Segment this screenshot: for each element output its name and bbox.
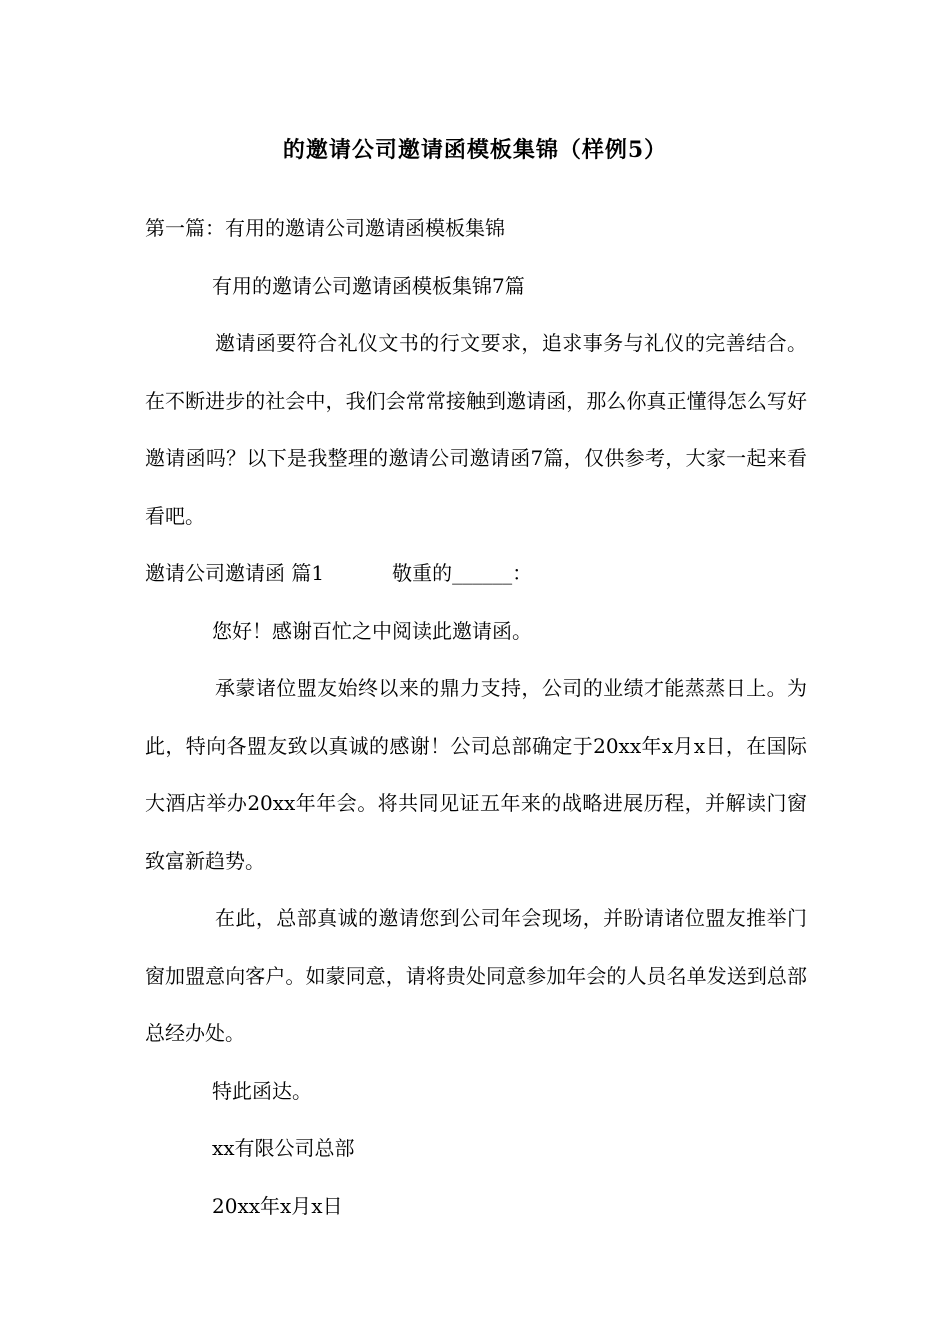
body-paragraph-2: 在此，总部真诚的邀请您到公司年会现场，并盼请诸位盟友推举门窗加盟意向客户。如蒙同意，请将贵处同意参加年会的人员名单发送到总部总经办处。 (145, 906, 807, 1045)
signature-line: xx有限公司总部 (212, 1136, 355, 1160)
letter-salutation: 敬重的______： (392, 561, 533, 585)
body-paragraph-1: 承蒙诸位盟友始终以来的鼎力支持，公司的业绩才能蒸蒸日上。为此，特向各盟友致以真诚的感谢！公司总部确定于20xx年x月x日，在国际大酒店举办20xx年年会。将共同见证五年来的战略进展历程，并解读门窗致富新趋势。 (145, 676, 807, 873)
closing-line: 特此函达。 (212, 1078, 312, 1103)
document-title: 的邀请公司邀请函模板集锦（样例5） (282, 137, 668, 163)
subheading: 有用的邀请公司邀请函模板集锦7篇 (212, 273, 525, 298)
date-line: 20xx年x月x日 (212, 1193, 343, 1218)
letter-header-line (145, 545, 807, 603)
document-body (145, 200, 807, 1235)
section-heading: 第一篇：有用的邀请公司邀请函模板集锦 (145, 216, 505, 240)
letter-label: 邀请公司邀请函 篇1 (145, 561, 325, 585)
intro-paragraph: 邀请函要符合礼仪文书的行文要求，追求事务与礼仪的完善结合。在不断进步的社会中，我们会常常接触到邀请函，那么你真正懂得怎么写好邀请函吗？以下是我整理的邀请公司邀请函7篇，仅供参考，大家一起来看看吧。 (145, 331, 807, 528)
greeting-line: 您好！感谢百忙之中阅读此邀请函。 (212, 618, 532, 643)
